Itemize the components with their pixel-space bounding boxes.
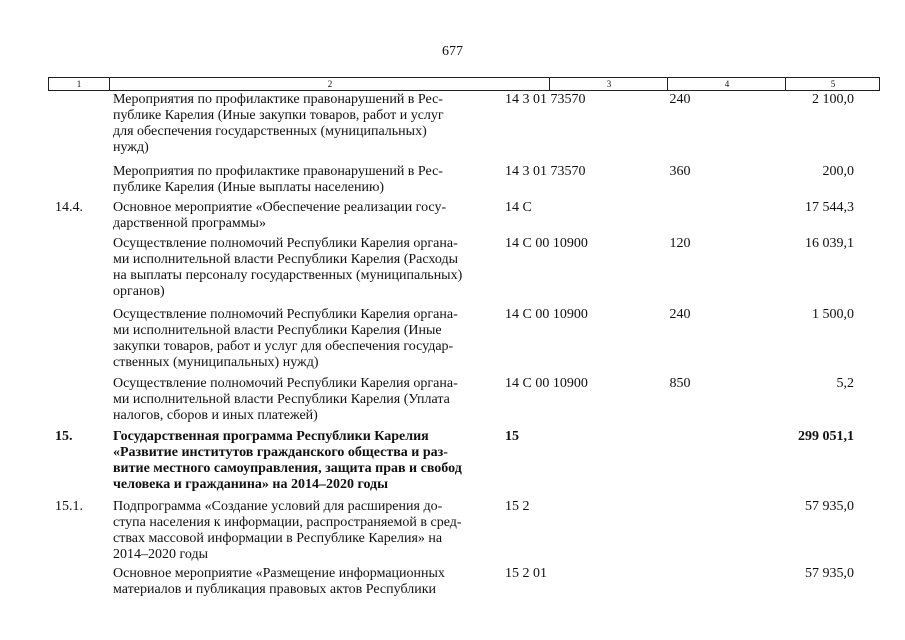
row-code: 15: [505, 429, 519, 444]
row-amount: 299 051,1: [798, 429, 854, 444]
row-description: [113, 499, 497, 563]
row-amount: 17 544,3: [805, 200, 854, 215]
row-expense-type: 240: [669, 307, 691, 322]
row-amount: 57 935,0: [805, 566, 854, 581]
row-description: [113, 200, 497, 232]
header-cell-4: 4: [667, 78, 786, 90]
table-row: [0, 376, 905, 424]
description-line: на выплаты персоналу государственных (муниципальных): [113, 268, 463, 283]
description-line: «Развитие институтов гражданского общества и раз-: [113, 445, 448, 460]
description-line: Подпрограмма «Создание условий для расширения до-: [113, 499, 443, 514]
row-amount: 2 100,0: [812, 92, 854, 107]
row-code: 14 С 00 10900: [505, 376, 588, 391]
description-line: материалов и публикация правовых актов Республики: [113, 582, 436, 597]
description-line: публике Карелия (Иные закупки товаров, работ и услуг: [113, 108, 444, 123]
description-line: ми исполнительной власти Республики Карелия (Расходы: [113, 252, 458, 267]
header-cell-3: 3: [549, 78, 668, 90]
table-row: [0, 200, 905, 232]
table-row: [0, 307, 905, 371]
row-number: 15.1.: [55, 499, 83, 514]
row-expense-type: 240: [669, 92, 691, 107]
row-code: 14 3 01 73570: [505, 92, 586, 107]
row-code: 14 С 00 10900: [505, 307, 588, 322]
row-amount: 16 039,1: [805, 236, 854, 251]
row-expense-type: 850: [669, 376, 691, 391]
description-line: публике Карелия (Иные выплаты населению): [113, 180, 385, 195]
row-code: 15 2 01: [505, 566, 547, 581]
description-line: Основное мероприятие «Размещение информационных: [113, 566, 445, 581]
table-header: [48, 77, 880, 91]
description-line: 2014–2020 годы: [113, 547, 209, 562]
row-description: [113, 236, 497, 300]
header-cell-2: 2: [109, 78, 550, 90]
header-cell-5: 5: [785, 78, 880, 90]
table-row: [0, 499, 905, 563]
header-cell-1: 1: [76, 79, 82, 89]
description-line: Государственная программа Республики Карелия: [113, 429, 429, 444]
description-line: Осуществление полномочий Республики Карелия органа-: [113, 307, 458, 322]
description-line: человека и гражданина» на 2014–2020 годы: [113, 477, 389, 492]
description-line: нужд): [113, 140, 149, 155]
row-description: [113, 566, 497, 598]
row-amount: 57 935,0: [805, 499, 854, 514]
description-line: ственных (муниципальных) нужд): [113, 355, 319, 370]
table-row: [0, 566, 905, 598]
description-line: дарственной программы»: [113, 216, 266, 231]
page-number: 677: [442, 44, 463, 59]
description-line: витие местного самоуправления, защита прав и свобод: [113, 461, 462, 476]
row-expense-type: 120: [669, 236, 691, 251]
description-line: ступа населения к информации, распространяемой в сред-: [113, 515, 462, 530]
description-line: Мероприятия по профилактике правонарушений в Рес-: [113, 92, 443, 107]
row-expense-type: 360: [669, 164, 691, 179]
row-code: 14 С 00 10900: [505, 236, 588, 251]
row-code: 14 3 01 73570: [505, 164, 586, 179]
description-line: для обеспечения государственных (муниципальных): [113, 124, 427, 139]
row-number: 15.: [55, 429, 73, 444]
row-code: 14 С: [505, 200, 532, 215]
table-row: [0, 92, 905, 156]
description-line: ми исполнительной власти Республики Карелия (Иные: [113, 323, 442, 338]
row-description: [113, 307, 497, 371]
row-description: [113, 92, 497, 156]
description-line: закупки товаров, работ и услуг для обеспечения государ-: [113, 339, 454, 354]
table-row: [0, 429, 905, 493]
description-line: ствах массовой информации в Республике Карелия» на: [113, 531, 443, 546]
description-line: Мероприятия по профилактике правонарушений в Рес-: [113, 164, 443, 179]
description-line: ми исполнительной власти Республики Карелия (Уплата: [113, 392, 450, 407]
row-amount: 1 500,0: [812, 307, 854, 322]
row-description: [113, 164, 497, 196]
row-description: [113, 429, 497, 493]
table-row: [0, 164, 905, 196]
description-line: налогов, сборов и иных платежей): [113, 408, 318, 423]
row-description: [113, 376, 497, 424]
row-amount: 200,0: [822, 164, 854, 179]
row-code: 15 2: [505, 499, 530, 514]
description-line: органов): [113, 284, 165, 299]
row-number: 14.4.: [55, 200, 83, 215]
description-line: Осуществление полномочий Республики Карелия органа-: [113, 236, 458, 251]
table-row: [0, 236, 905, 300]
row-amount: 5,2: [836, 376, 854, 391]
description-line: Основное мероприятие «Обеспечение реализации госу-: [113, 200, 447, 215]
description-line: Осуществление полномочий Республики Карелия органа-: [113, 376, 458, 391]
